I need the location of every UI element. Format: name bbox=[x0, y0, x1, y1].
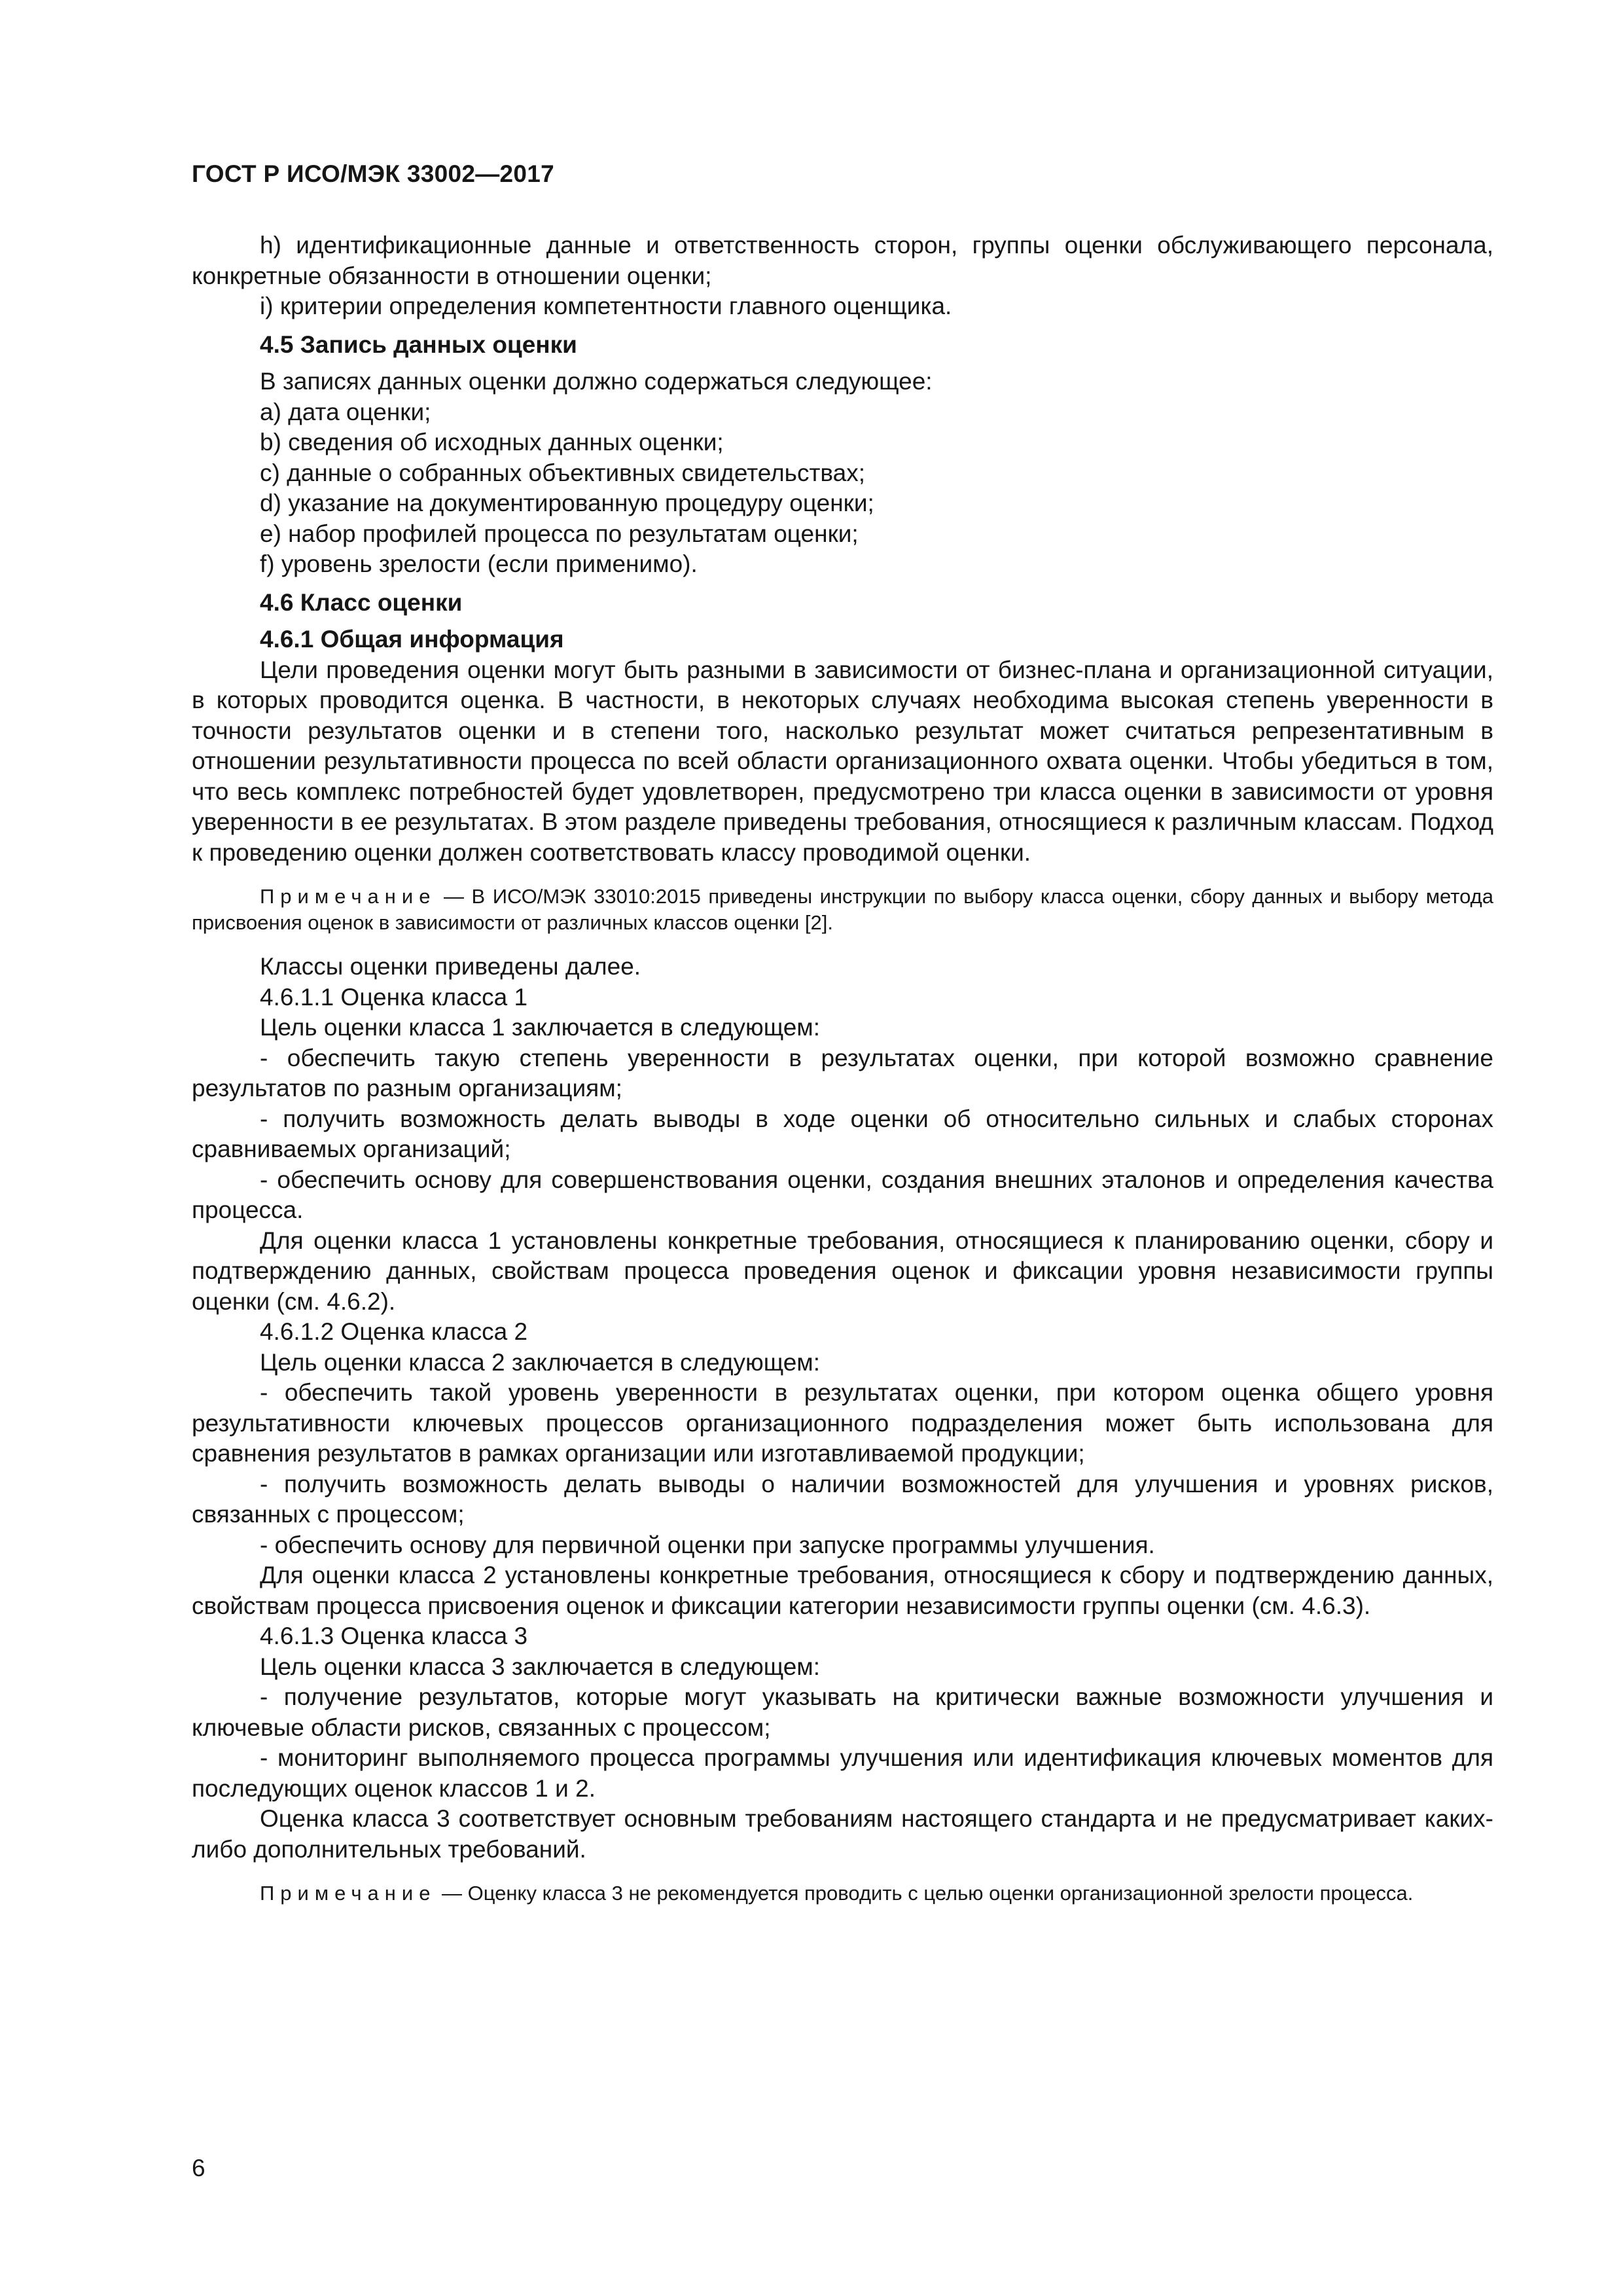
document-header: ГОСТ Р ИСО/МЭК 33002—2017 bbox=[192, 160, 555, 187]
note-text: — Оценку класса 3 не рекомендуется проводить с целью оценки организационной зрелости процесса. bbox=[436, 1882, 1414, 1905]
list-item-f: f) уровень зрелости (если применимо). bbox=[260, 550, 698, 577]
list-item-i: i) критерии определения компетентности главного оценщика. bbox=[260, 293, 952, 319]
paragraph: Цель оценки класса 3 заключается в следующем: bbox=[260, 1653, 821, 1680]
paragraph: Цель оценки класса 1 заключается в следующем: bbox=[260, 1014, 821, 1041]
paragraph: Для оценки класса 2 установлены конкретные требования, относящиеся к сбору и подтверждению данных, свойствам процесса присвоения оценок и фиксации категории независимости группы оценки (см. 4.6.3). bbox=[192, 1562, 1493, 1619]
list-item-e: e) набор профилей процесса по результатам оценки; bbox=[260, 520, 859, 547]
section-heading-4-5: 4.5 Запись данных оценки bbox=[260, 331, 577, 358]
paragraph: Классы оценки приведены далее. bbox=[260, 953, 641, 980]
paragraph: Цель оценки класса 2 заключается в следующем: bbox=[260, 1348, 821, 1376]
subsection-heading-class-3: 4.6.1.3 Оценка класса 3 bbox=[260, 1623, 528, 1649]
paragraph: Оценка класса 3 соответствует основным требованиям настоящего стандарта и не предусматривает каких-либо дополнительных требований. bbox=[192, 1805, 1493, 1863]
note-label: Примечание bbox=[260, 885, 437, 908]
bullet-item: - получить возможность делать выводы в ходе оценки об относительно сильных и слабых сторонах сравниваемых организаций; bbox=[192, 1105, 1493, 1162]
subsection-heading-class-1: 4.6.1.1 Оценка класса 1 bbox=[260, 983, 528, 1011]
list-item-c: c) данные о собранных объективных свидетельствах; bbox=[260, 459, 865, 486]
bullet-item: - обеспечить такую степень уверенности в результатах оценки, при которой возможно сравнение результатов по разным организациям; bbox=[192, 1044, 1493, 1102]
section-heading-4-6-1: 4.6.1 Общая информация bbox=[260, 626, 564, 653]
note-label: Примечание bbox=[260, 1882, 437, 1905]
list-item-h: h) идентификационные данные и ответственность сторон, группы оценки обслуживающего персонала, конкретные обязанности в отношении оценки; bbox=[192, 232, 1493, 289]
document-body bbox=[192, 230, 1493, 1907]
note-text: — В ИСО/МЭК 33010:2015 приведены инструкции по выбору класса оценки, сбору данных и выбору метода присвоения оценок в зависимости от различных классов оценки [2]. bbox=[192, 885, 1493, 934]
list-item-b: b) сведения об исходных данных оценки; bbox=[260, 429, 724, 456]
note bbox=[192, 884, 1493, 936]
bullet-item: - получение результатов, которые могут указывать на критически важные возможности улучшения и ключевые области рисков, связанных с процессом; bbox=[192, 1683, 1493, 1741]
list-item-a: a) дата оценки; bbox=[260, 398, 431, 425]
subsection-heading-class-2: 4.6.1.2 Оценка класса 2 bbox=[260, 1318, 528, 1345]
bullet-item: - обеспечить основу для совершенствования оценки, создания внешних эталонов и определения качества процесса. bbox=[192, 1166, 1493, 1223]
page-number: 6 bbox=[192, 2155, 205, 2181]
bullet-item: - мониторинг выполняемого процесса программы улучшения или идентификация ключевых моментов для последующих оценок классов 1 и 2. bbox=[192, 1744, 1493, 1802]
paragraph: Для оценки класса 1 установлены конкретные требования, относящиеся к планированию оценки, сбору и подтверждению данных, свойствам процесса проведения оценок и фиксации уровня независимости группы оценки (см. 4.6.2). bbox=[192, 1227, 1493, 1315]
bullet-item: - обеспечить такой уровень уверенности в результатах оценки, при котором оценка общего уровня результативности ключевых процессов организационного подразделения может быть использована для сравнения результатов в рамках организации или изготавливаемой продукции; bbox=[192, 1379, 1493, 1467]
section-heading-4-6: 4.6 Класс оценки bbox=[260, 588, 463, 616]
note bbox=[192, 1880, 1493, 1907]
paragraph: Цели проведения оценки могут быть разными в зависимости от бизнес-плана и организационной ситуации, в которых проводится оценка. В частности, в некоторых случаях необходима высокая степень уверенности в точности результатов оценки и в степени того, насколько результат может считаться репрезентативным в отношении результативности процесса по всей области организационного охвата оценки. Чтобы убедиться в том, что весь комплекс потребностей будет удовлетворен, предусмотрено три класса оценки в зависимости от уровня уверенности в ее результатах. В этом разделе приведены требования, относящиеся к различным классам. Подход к проведению оценки должен соответствовать классу проводимой оценки. bbox=[192, 656, 1493, 866]
bullet-item: - получить возможность делать выводы о наличии возможностей для улучшения и уровнях рисков, связанных с процессом; bbox=[192, 1470, 1493, 1528]
bullet-item: - обеспечить основу для первичной оценки при запуске программы улучшения. bbox=[260, 1531, 1155, 1558]
list-item-d: d) указание на документированную процедуру оценки; bbox=[260, 490, 874, 516]
paragraph: В записях данных оценки должно содержаться следующее: bbox=[260, 368, 933, 395]
